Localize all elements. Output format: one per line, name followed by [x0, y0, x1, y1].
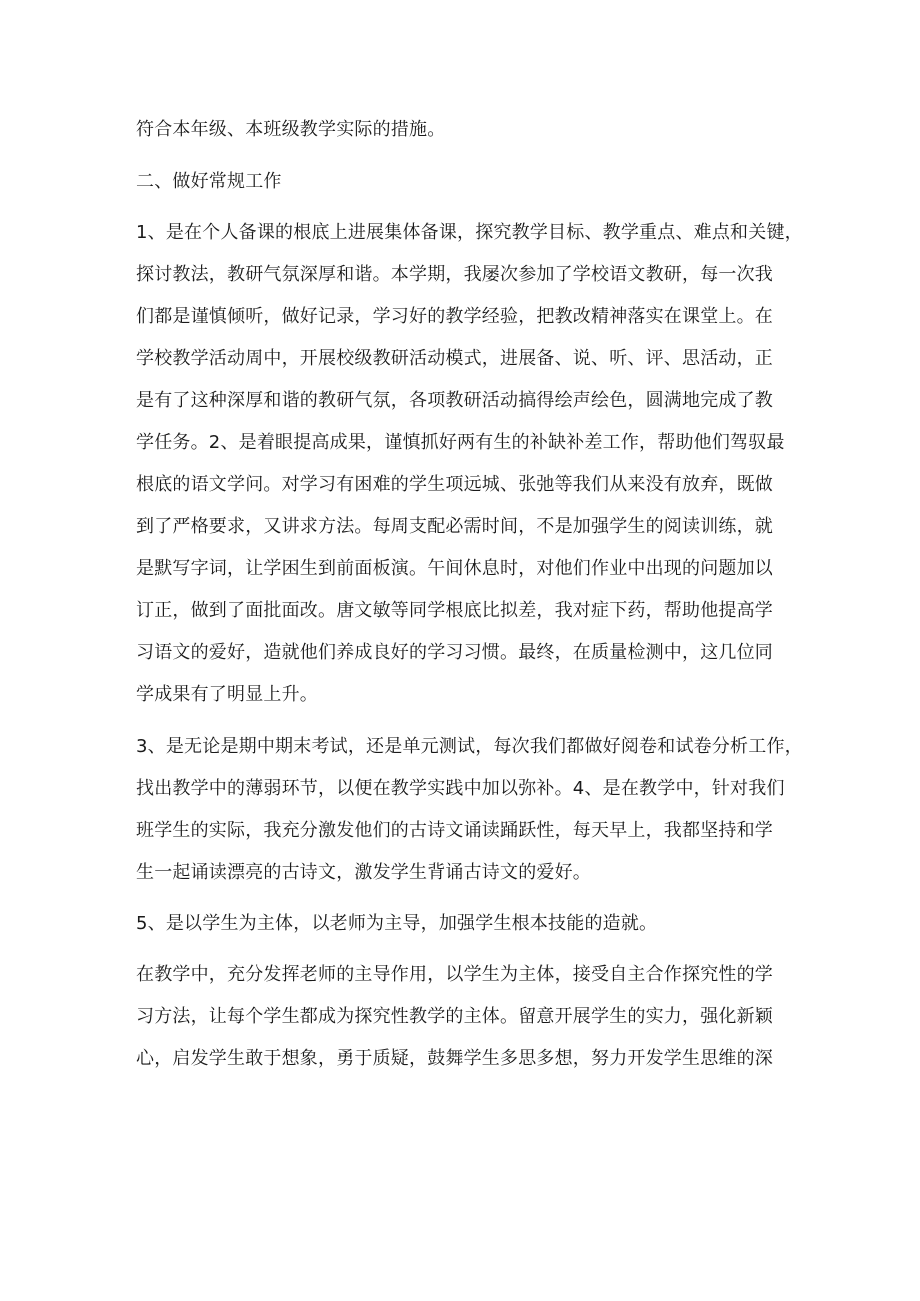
- text-line: 到了严格要求，又讲求方法。每周支配必需时间，不是加强学生的阅读训练，就: [136, 516, 773, 537]
- text-line: 找出教学中的薄弱环节，以便在教学实践中加以弥补。4、是在教学中，针对我们: [136, 778, 785, 799]
- text-line: 订正，做到了面批面改。唐文敏等同学根底比拟差，我对症下药，帮助他提高学: [136, 600, 773, 621]
- text-line: 在教学中，充分发挥老师的主导作用，以学生为主体，接受自主合作探究性的学: [136, 964, 773, 985]
- text-line: 们都是谨慎倾听，做好记录，学习好的教学经验，把教改精神落实在课堂上。在: [136, 306, 773, 327]
- text-line: 3、是无论是期中期末考试，还是单元测试，每次我们都做好阅卷和试卷分析工作，: [136, 736, 803, 757]
- text-line: 学校教学活动周中，开展校级教研活动模式，进展备、说、听、评、思活动，正: [136, 348, 773, 369]
- text-line: 习语文的爱好，造就他们养成良好的学习习惯。最终，在质量检测中，这几位同: [136, 642, 773, 663]
- text-line: 学成果有了明显上升。: [136, 684, 318, 705]
- text-line: 生一起诵读漂亮的古诗文，激发学生背诵古诗文的爱好。: [136, 862, 591, 883]
- section-heading: 二、做好常规工作: [136, 171, 282, 192]
- text-line: 探讨教法，教研气氛深厚和谐。本学期，我屡次参加了学校语文教研，每一次我: [136, 264, 773, 285]
- text-line: 心，启发学生敢于想象，勇于质疑，鼓舞学生多思多想，努力开发学生思维的深: [136, 1048, 773, 1069]
- text-line: 学任务。2、是着眼提高成果，谨慎抓好两有生的补缺补差工作，帮助他们驾驭最: [136, 432, 785, 453]
- text-line: 习方法，让每个学生都成为探究性教学的主体。留意开展学生的实力，强化新颖: [136, 1006, 773, 1027]
- text-line: 根底的语文学问。对学习有困难的学生项远城、张弛等我们从来没有放弃，既做: [136, 474, 773, 495]
- text-line: 1、是在个人备课的根底上进展集体备课，探究教学目标、教学重点、难点和关键，: [136, 222, 803, 243]
- text-line: 是有了这种深厚和谐的教研气氛，各项教研活动搞得绘声绘色，圆满地完成了教: [136, 390, 773, 411]
- text-line: 是默写字词，让学困生到前面板演。午间休息时，对他们作业中出现的问题加以: [136, 558, 773, 579]
- text-line: 符合本年级、本班级教学实际的措施。: [136, 119, 446, 140]
- text-line: 班学生的实际，我充分激发他们的古诗文诵读踊跃性，每天早上，我都坚持和学: [136, 820, 773, 841]
- text-line: 5、是以学生为主体，以老师为主导，加强学生根本技能的造就。: [136, 913, 658, 934]
